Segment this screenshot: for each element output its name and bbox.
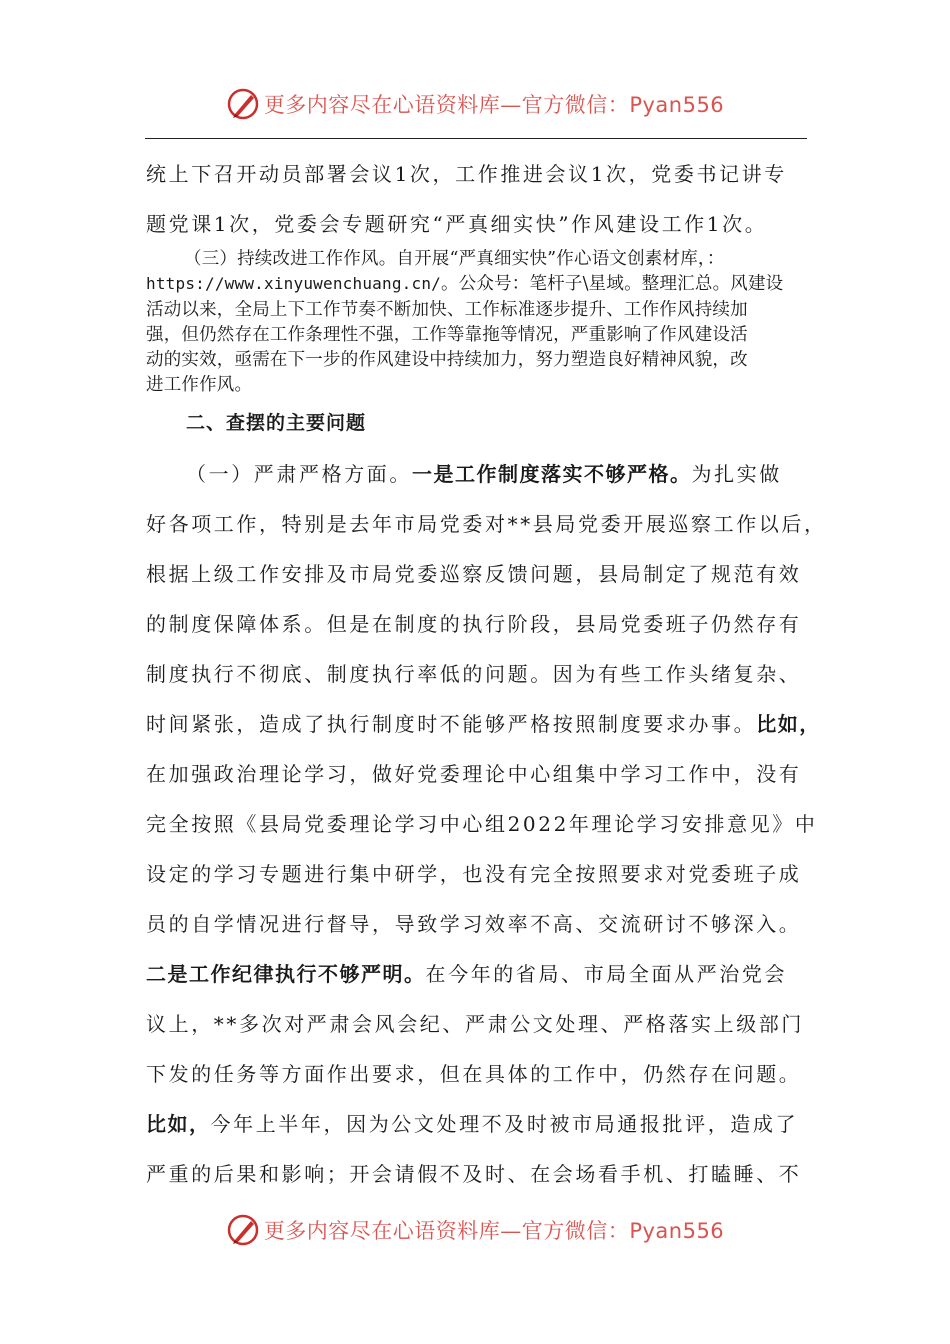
text-line: （一）严肃严格方面。一是工作制度落实不够严格。为扎实做 bbox=[186, 462, 782, 486]
text-line: 在加强政治理论学习，做好党委理论中心组集中学习工作中，没有 bbox=[146, 762, 802, 786]
text-line: 进工作作风。 bbox=[146, 375, 253, 395]
text-line: 根据上级工作安排及市局党委巡察反馈问题，县局制定了规范有效 bbox=[146, 562, 802, 586]
text-line: 议上，**多次对严肃会风会纪、严肃公文处理、严格落实上级部门 bbox=[146, 1012, 804, 1036]
header-rule bbox=[145, 138, 807, 139]
section-heading: 二、查摆的主要问题 bbox=[186, 412, 367, 434]
pen-logo-icon bbox=[226, 1213, 260, 1247]
text-line: 制度执行不彻底、制度执行率低的问题。因为有些工作头绪复杂、 bbox=[146, 662, 802, 686]
text-line: 下发的任务等方面作出要求，但在具体的工作中，仍然存在问题。 bbox=[146, 1062, 802, 1086]
pen-logo-icon bbox=[226, 87, 260, 121]
text-line: 强，但仍然存在工作条理性不强，工作等靠拖等情况，严重影响了作风建设活 bbox=[146, 325, 748, 345]
text-line: （三）持续改进工作作风。自开展“严真细实快”作心语文创素材库，： bbox=[184, 249, 725, 269]
text-line: 的制度保障体系。但是在制度的执行阶段，县局党委班子仍然存有 bbox=[146, 612, 802, 636]
text-line: https://www.xinyuwenchuang.cn/。公众号：笔杆子\星域。整理汇总。风建设 bbox=[146, 274, 784, 294]
source-url: https://www.xinyuwenchuang.cn/ bbox=[146, 274, 441, 293]
text-line: 员的自学情况进行督导，导致学习效率不高、交流研讨不够深入。 bbox=[146, 912, 802, 936]
text-line: 二是工作纪律执行不够严明。在今年的省局、市局全面从严治党会 bbox=[146, 962, 788, 986]
text-line: 活动以来，全局上下工作节奏不断加快、工作标准逐步提升、工作作风持续加 bbox=[146, 300, 748, 320]
banner-text: 更多内容尽在心语资料库—官方微信：Pyan556 bbox=[263, 93, 725, 117]
text-line: 统上下召开动员部署会议1次，工作推进会议1次，党委书记讲专 bbox=[146, 162, 787, 186]
text-line: 好各项工作，特别是去年市局党委对**县局党委开展巡察工作以后， bbox=[146, 512, 827, 536]
footer-banner bbox=[0, 1210, 950, 1250]
banner-text: 更多内容尽在心语资料库—官方微信：Pyan556 bbox=[263, 1219, 725, 1243]
text-line: 动的实效，亟需在下一步的作风建设中持续加力，努力塑造良好精神风貌，改 bbox=[146, 350, 748, 370]
text-line: 完全按照《县局党委理论学习中心组2022年理论学习安排意见》中 bbox=[146, 812, 818, 836]
text-line: 比如，今年上半年，因为公文处理不及时被市局通报批评，造成了 bbox=[146, 1112, 799, 1136]
text-line: 严重的后果和影响；开会请假不及时、在会场看手机、打瞌睡、不 bbox=[146, 1162, 802, 1186]
header-banner bbox=[0, 84, 950, 124]
text-line: 时间紧张，造成了执行制度时不能够严格按照制度要求办事。比如， bbox=[146, 712, 821, 736]
text-line: 题党课1次，党委会专题研究“严真细实快”作风建设工作1次。 bbox=[146, 212, 768, 236]
text-line: 设定的学习专题进行集中研学，也没有完全按照要求对党委班子成 bbox=[146, 862, 802, 886]
